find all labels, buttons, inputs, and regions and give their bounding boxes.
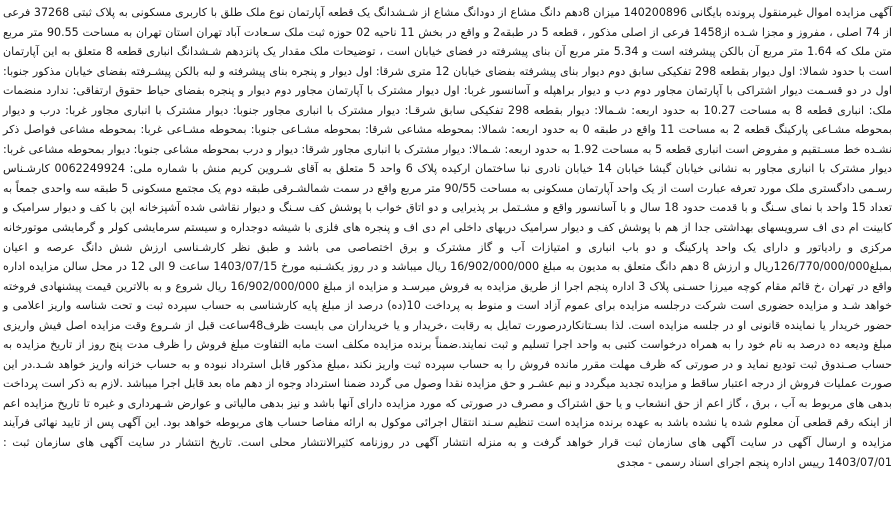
auction-notice-text: آگهی مزایده اموال غیرمنقول پرونده بایگانی 140200896 میزان 8دهم دانگ مشاع از دودانگ مشاع از شـشدانگ یک قطعه آپارتمان نوع ملک طلق با کاربری مسکونی به پلاک ثبتی 37268 فرعی از 74 اصلی ، مفروز و مجزا شـده از1458 فرعی از اصلی مذکور ، قطعه 5 در طبقه2 و واقع در بخش 11 ناحیه 02 حوزه ثبت ملک سـعادت آباد تهران استان تهران به مساحت 90.55 متر مربع متن ملک که 1.64 متر مربع آن بالکن پیشرفته است و 5.34 متر مربع آن بنای پیشرفته در فضای خیابان است ، توضیحات ملک مقدار یک پانزدهم شـشدانگ انباری قطعه 8 متعلق به این آپارتمان است با حدود شمالا: اول دیوار بقطعه 298 تفکیکی سابق دوم دیوار بنای پیشرفته بفضای خیابان 12 متری شرقا: اول دیوار و پنجره بنای پیشرفته و لبه بالکن پیشـرفته بفضای خیابان مذکور جنوبا: اول در دو قسـمت دیوار اشتراکی با آپارتمان مجاور دوم دب و دیوار براهپله و آسانسور غربا: اول دیوار مشترک با آپارتمان مجاور دوم دیوار و پنجره بفضای حیاط حقوق ارتفاقی: ندارد منضمات ملک: انباری قطعه 8 به مساحت 10.27 به حدود اربعه: شـمالا: دیوار بقطعه 298 تفکیکی سابق شرقـا: دیوار مشترک با انباری مجاور جنوبا: دیوار مشترک با انباری مجاور غربا: درب و دیوار بمحوطه مشـاعی پارکینگ قطعه 2 به مساحت 11 واقع در طبقه 0 به حدود اربعه: شمالا: بمحوطه مشاعی شرقا: بمحوطه مشـاعی جنوبا: بمحوطه مشـاعی غربا: بمحوطه مشاعی فواصل ذکر نشـده خط مسـتقیم و مفروض است انباری قطعه 5 به مساحت 1.92 به حدود اربعه: شـمالا: دیوار مشترک با انباری مجاور شرقا: دیوار و درب بمحوطه مشاعی جنوبا: دیوار بمحوطه مشاعی غربا: دیوار مشترک با انباری مجاور به نشانی خیابان گیشا خیابان 14 خیابان نادری نبا ساختمان ارکیده پلاک 6 واحد 5 متعلق به آقای شـروین کریم منش با شماره ملی: 0062249924 کارشـناس رسـمی دادگستری ملک مورد تعرفه عبارت است از یک واحد آپارتمان مسکونی به مساحت 90/55 متر مربع واقع در سمت شمالشـرقی طبقه دوم یک مجتمع مسکونی 5 طبقه سه واحدی جمعاً به تعداد 15 واحد با نمای سـنگ و با قدمت حدود 18 سال و با آسانسور واقع و مشـتمل بر پذیرایی و دو اتاق خواب با پوشش کف سـنگ و دیوار نقاشی شده آشپزخانه اپن با کف و دیوار سرامیک و کابینت ام دی اف سرویسهای بهداشتی جدا از هم با پوشش کف و دیوار سرامیک دربهای داخلی ام دی اف و پنجره های فلزی با شیشه دوجداره و سیستم سرمایشی کولر و گرمایشی موتورخانه مرکزی و رادیاتور و دارای یک واحد پارکینگ و دو باب انباری و امتیازات آب و گاز مشترک و برق اختصاصی می باشد و طبق نظر کارشـناسی ارزش شش دانگ عرصه و اعیان بمبلغ126/770/000/000ریال و ارزش 8 دهم دانگ متعلق به مدیون به مبلغ 16/902/000/000 ریال میباشد و در روز یکشـنبه مورخ 1403/07/15 ساعت 9 الی 12 در محل سالن مزایده اداره واقع در تهران ،خ قائم مقام کوچه میرزا حسـنی پلاک 3 اداره پنجم اجرا از طریق مزایده به فروش میرسـد و مزایده از مبلغ 16/902/000/000 ریال شروع و به بالاترین قیمت پیشنهادی فروخته خواهد شـد و مزایده حضوری است شرکت درجلسه مزایده برای عموم آزاد است و منوط به پرداخت 10(ده) درصد از مبلغ پایه کارشناسی به حساب سپرده ثبت و تحت شناسه واریز اعلامی و حضور خریدار یا نماینده قانونی او در جلسه مزایده است. لذا بسـتانکاردرصورت تمایل به رقابت ،خریدار و یا خریداران می بایست ظرف48ساعت قبل از شـروع وقت مزایده اصل فیش واریزی مبلغ ودیعه ده درصد به نام خود را به همراه درخواست کتبی به واحد اجرا تسلیم و ثبت نمایند.ضمناً برنده مزایده مکلف است مابه التفاوت مبلغ فروش را ظرف مدت پنج روز از تاریخ مزایده به حساب صـندوق ثبت تودیع نماید و در صورتی که ظرف مهلت مقرر مانده فروش را به حساب سپرده ثبت واریز نکند ،مبلغ مذکور قابل استرداد نبوده و به حساب خزانه واریز خواهد شـد.در این صورت عملیات فروش از درجه اعتبار ساقط و مزایده تجدید میگردد و نیم عشـر و حق مزایده نقدا وصول می گردد ضمنا استرداد وجوه از دهم ماه بعد قابل اجرا میباشد .لازم به ذکر است پرداخت بدهی های مربوط به آب ، برق ، گاز اعم از حق انشعاب و یا حق اشتراک و مصرف در صورتی که مورد مزایده دارای آنها باشد و نیز بدهی مالیاتی و عوارض شـهرداری و غیره تا تاریخ مزایده اعم از اینکه رقم قطعی آن معلوم شده یا نشده باشد به عهده برنده مزایده است تنظیم سـند انتقال اجرائی موکول به ارائه مفاصا حساب های مربوطه خواهد بود. این آگهی پس از تایید نهائی فرآیند مزایده و ارسال آگهی در سایت آگهی های سازمان ثبت قرار خواهد گرفت و به منزله انتشار آگهی در روزنامه کثیرالانتشار محلی است. تاریخ انتشار در سایت آگهی های سازمان ثبت : 1403/07/01 رییس اداره پنجم اجرای اسناد رسمی - مجدی <box>3 6 893 469</box>
